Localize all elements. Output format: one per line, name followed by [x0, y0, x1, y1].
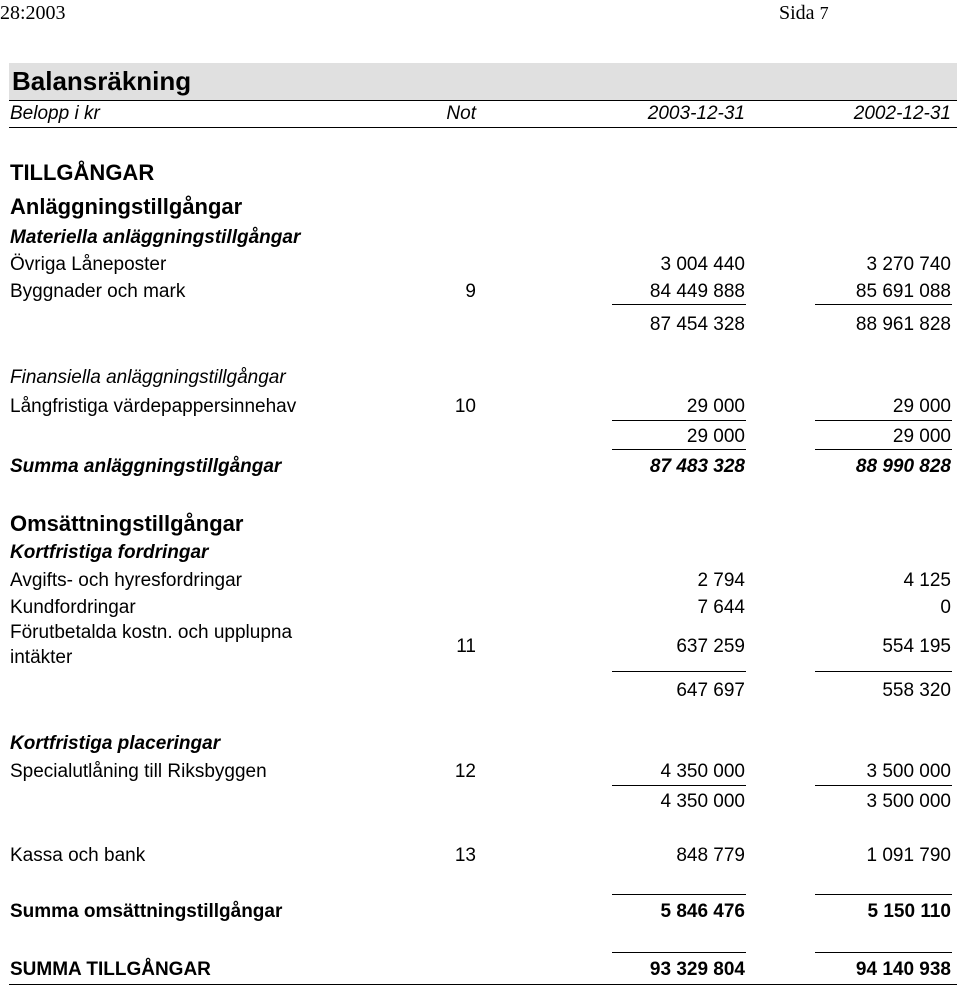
summa-omsattning-label: Summa omsättningstillgångar	[10, 901, 283, 922]
row-value-year2: 3 270 740	[866, 254, 951, 275]
column-header-label: Belopp i kr	[10, 103, 100, 124]
row-value-year1: 637 259	[676, 636, 745, 657]
row-value-year1: 29 000	[686, 396, 745, 417]
subsection-finansiella: Finansiella anläggningstillgångar	[10, 367, 286, 388]
column-header-year2: 2002-12-31	[853, 103, 951, 124]
row-value-year2: 85 691 088	[855, 281, 951, 302]
summa-anlaggning-year2: 88 990 828	[855, 456, 951, 477]
subtotal-rule	[815, 420, 952, 421]
total-rule	[815, 894, 952, 895]
row-note: 12	[454, 761, 476, 782]
summa-anlaggning-label: Summa anläggningstillgångar	[10, 456, 282, 477]
subtotal-rule	[612, 304, 746, 305]
row-value-year1: 84 449 888	[649, 281, 745, 302]
summa-omsattning-year1: 5 846 476	[660, 901, 745, 922]
subsection-placeringar: Kortfristiga placeringar	[10, 733, 221, 754]
subsection-materiella: Materiella anläggningstillgångar	[10, 227, 301, 248]
row-value-year1: 3 004 440	[660, 254, 745, 275]
row-note: 9	[465, 281, 476, 302]
total-rule	[815, 449, 952, 450]
subtotal-rule	[815, 785, 952, 786]
page-title: Balansräkning	[12, 66, 192, 96]
row-note: 10	[454, 396, 476, 417]
subtotal-year1: 647 697	[676, 680, 745, 701]
total-rule	[612, 894, 746, 895]
grand-total-rule	[815, 952, 952, 953]
section-omsattning: Omsättningstillgångar	[10, 511, 244, 536]
section-tillgangar: TILLGÅNGAR	[10, 160, 155, 185]
column-header-rule	[9, 127, 957, 128]
page-number	[779, 2, 829, 25]
subtotal-year1: 87 454 328	[649, 314, 745, 335]
summa-anlaggning-year1: 87 483 328	[649, 456, 745, 477]
summa-tillgangar-year2: 94 140 938	[855, 959, 951, 980]
subtotal-rule	[815, 671, 952, 672]
subtotal-rule	[815, 304, 952, 305]
summa-tillgangar-label: SUMMA TILLGÅNGAR	[10, 959, 211, 980]
subtotal-rule	[612, 671, 746, 672]
row-value-year1: 848 779	[676, 845, 745, 866]
row-value-year2: 3 500 000	[866, 761, 951, 782]
row-label: Avgifts- och hyresfordringar	[10, 570, 242, 591]
row-value-year2: 4 125	[903, 570, 951, 591]
subtotal-year2: 3 500 000	[866, 791, 951, 812]
row-label: Specialutlåning till Riksbyggen	[10, 761, 267, 782]
subtotal-rule	[612, 420, 746, 421]
page-value: 7	[819, 3, 829, 23]
row-label: Kundfordringar	[10, 597, 136, 618]
row-value-year1: 4 350 000	[660, 761, 745, 782]
row-label: Byggnader och mark	[10, 281, 186, 302]
row-value-year2: 1 091 790	[866, 845, 951, 866]
row-value-year2: 0	[940, 597, 951, 618]
subtotal-year2: 558 320	[882, 680, 951, 701]
row-value-year2: 554 195	[882, 636, 951, 657]
row-label-continued: intäkter	[10, 647, 73, 668]
row-label: Långfristiga värdepappersinnehav	[10, 396, 297, 417]
row-note: 13	[454, 845, 476, 866]
row-note: 11	[456, 636, 476, 657]
summa-tillgangar-year1: 93 329 804	[649, 959, 745, 980]
subtotal-year2: 29 000	[892, 426, 951, 447]
subsection-fordringar: Kortfristiga fordringar	[10, 542, 209, 563]
subtotal-year1: 29 000	[686, 426, 745, 447]
row-label: Övriga Låneposter	[10, 254, 167, 275]
column-header-year1: 2003-12-31	[647, 103, 745, 124]
column-header-note: Not	[446, 103, 476, 124]
section-anlaggning: Anläggningstillgångar	[10, 194, 243, 219]
subtotal-year1: 4 350 000	[660, 791, 745, 812]
page-label: Sida	[779, 2, 815, 24]
row-label: Förutbetalda kostn. och upplupna	[10, 622, 293, 643]
subtotal-rule	[612, 785, 746, 786]
row-value-year1: 2 794	[697, 570, 745, 591]
header-rule	[9, 100, 957, 101]
summa-omsattning-year2: 5 150 110	[867, 901, 951, 922]
bottom-rule	[9, 984, 957, 985]
row-value-year1: 7 644	[697, 597, 745, 618]
grand-total-rule	[612, 952, 746, 953]
row-value-year2: 29 000	[892, 396, 951, 417]
document-ref: 28:2003	[0, 2, 66, 24]
total-rule	[612, 449, 746, 450]
row-label: Kassa och bank	[10, 845, 146, 866]
subtotal-year2: 88 961 828	[855, 314, 951, 335]
